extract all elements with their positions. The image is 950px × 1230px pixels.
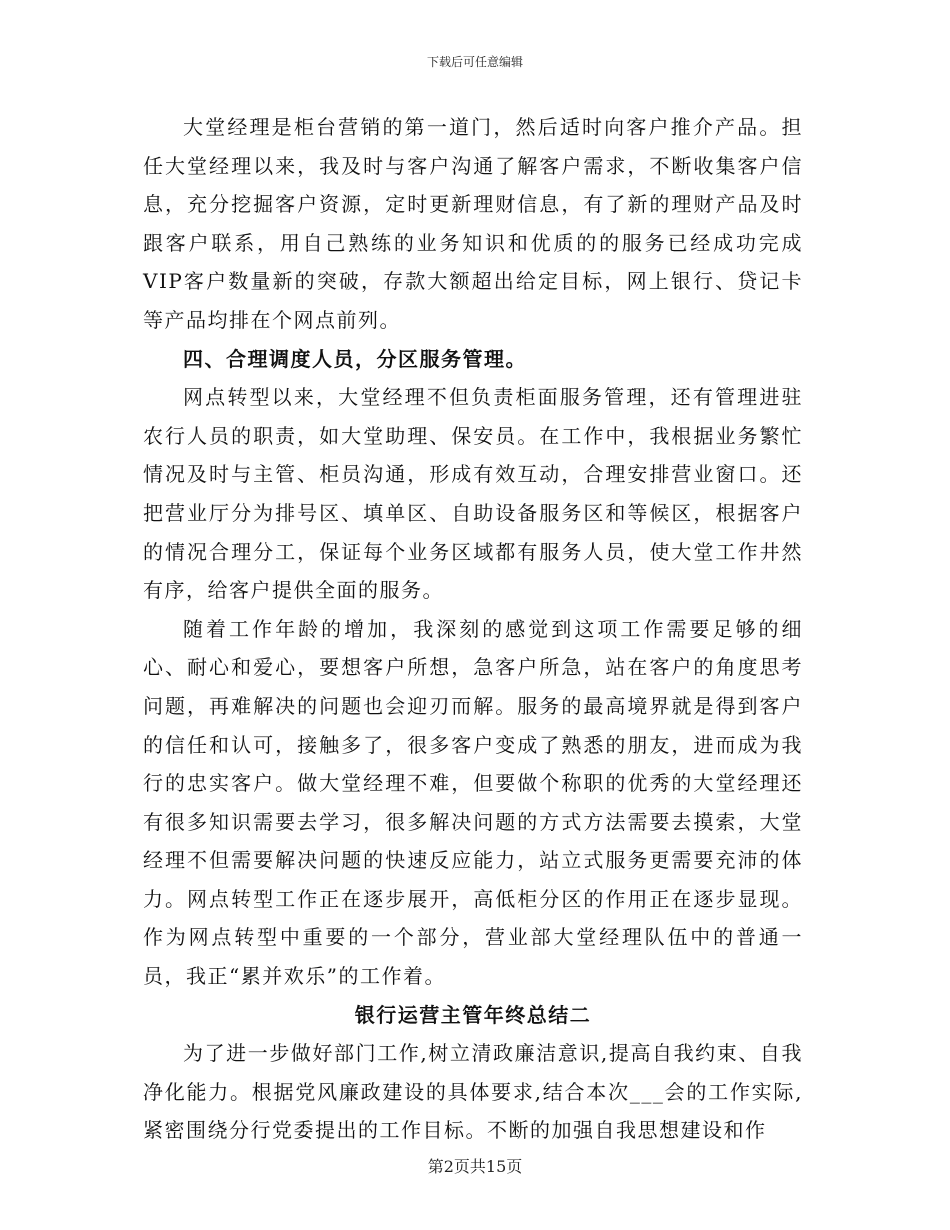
paragraph-work-experience: 随着工作年龄的增加，我深刻的感觉到这项工作需要足够的细心、耐心和爱心，要想客户所想，急客户所急，站在客户的角度思考问题，再难解决的问题也会迎刃而解。服务的最高境界就是得到客户的信任和认可，接触多了，很多客户变成了熟悉的朋友，进而成为我行的忠实客户。做大堂经理不难，但要做个称职的优秀的大堂经理还有很多知识需要去学习，很多解决问题的方式方法需要去摸索，大堂经理不但需要解决问题的快速反应能力，站立式服务更需要充沛的体力。网点转型工作正在逐步展开，高低柜分区的作用正在逐步显现。作为网点转型中重要的一个部分，营业部大堂经理队伍中的普通一员，我正“累并欢乐”的工作着。	[143, 616, 803, 989]
page-header: 下载后可任意编辑	[426, 55, 523, 69]
paragraph-lobby-manager-marketing: 大堂经理是柜台营销的第一道门，然后适时向客户推介产品。担任大堂经理以来，我及时与客户沟通了解客户需求，不断收集客户信息，充分挖掘客户资源，定时更新理财信息，有了新的理财产品及时跟客户联系，用自己熟练的业务知识和优质的的服务已经成功完成VIP客户数量新的突破，存款大额超出给定目标，网上银行、贷记卡等产品均排在个网点前列。	[143, 115, 803, 332]
document-body	[143, 108, 803, 1150]
document-subtitle: 银行运营主管年终总结二	[354, 1002, 592, 1027]
section-heading-four: 四、合理调度人员，分区服务管理。	[183, 346, 527, 371]
page-footer: 第2页共15页	[427, 1157, 523, 1176]
paragraph-integrity: 为了进一步做好部门工作,树立清政廉洁意识,提高自我约束、自我净化能力。根据党风廉政建设的具体要求,结合本次___会的工作实际,紧密围绕分行党委提出的工作目标。不断的加强自我思想建设和作	[143, 1041, 803, 1143]
paragraph-outlet-transformation: 网点转型以来，大堂经理不但负责柜面服务管理，还有管理进驻农行人员的职责，如大堂助理、保安员。在工作中，我根据业务繁忙情况及时与主管、柜员沟通，形成有效互动，合理安排营业窗口。还把营业厅分为排号区、填单区、自助设备服务区和等候区，根据客户的情况合理分工，保证每个业务区域都有服务人员，使大堂工作井然有序，给客户提供全面的服务。	[143, 385, 803, 603]
